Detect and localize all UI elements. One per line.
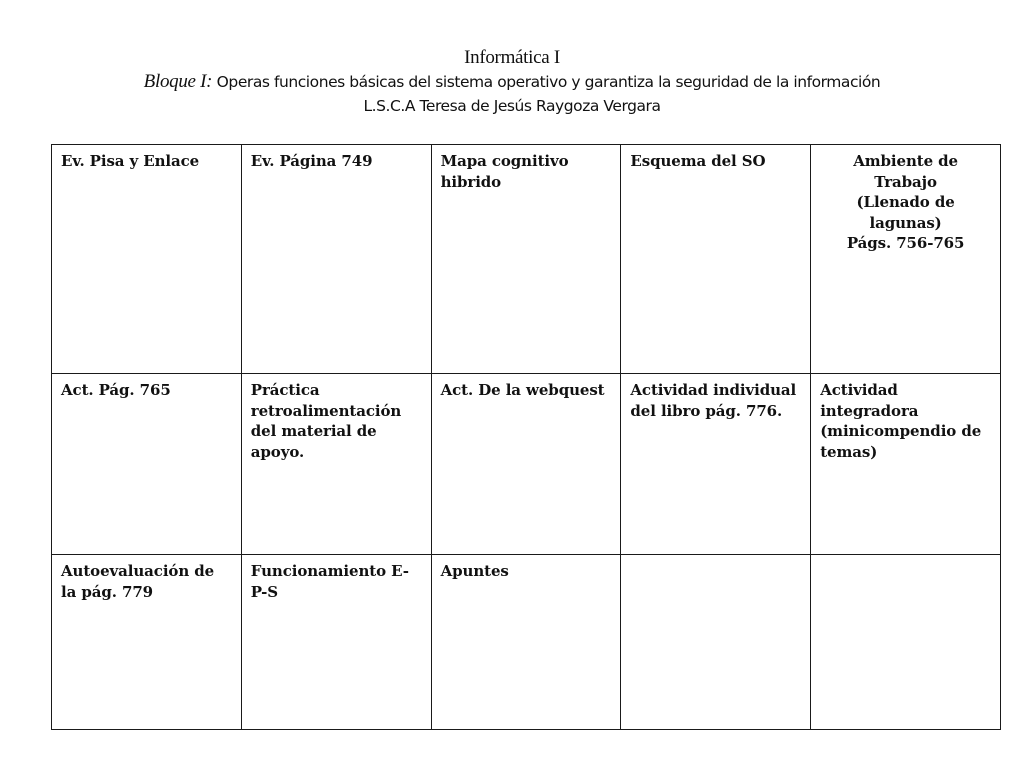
table-cell [52,555,242,730]
block-description: Operas funciones básicas del sistema operativo y garantiza la seguridad de la información [212,73,881,91]
block-heading [0,70,1024,95]
block-label: Bloque I: [143,71,213,92]
activities-table [51,144,1001,730]
cell-text: Práctica retroalimentación del material de apoyo. [250,381,402,461]
table-cell [52,145,242,374]
cell-text: Ambiente de Trabajo (Llenado de lagunas) Págs. 756-765 [846,152,965,252]
table-row [52,145,1001,374]
table-cell [241,145,431,374]
cell-text: Act. De la webquest [440,381,605,399]
table-cell [431,374,621,555]
table-cell [621,374,811,555]
table-cell [241,374,431,555]
document-header [0,46,1024,117]
table-cell [431,555,621,730]
table-cell [811,555,1001,730]
table-cell [811,145,1001,374]
cell-text: Actividad integradora (minicompendio de temas) [820,381,982,461]
cell-text: Ev. Pisa y Enlace [61,152,200,170]
cell-text: Mapa cognitivo hibrido [440,152,569,191]
cell-text: Autoevaluación de la pág. 779 [61,562,215,601]
table-cell [621,145,811,374]
table-cell [52,374,242,555]
table-cell [241,555,431,730]
table-cell [811,374,1001,555]
cell-text: Actividad individual del libro pág. 776. [630,381,797,420]
cell-text: Act. Pág. 765 [61,381,171,399]
cell-text: Ev. Página 749 [250,152,373,170]
cell-text: Funcionamiento E-P-S [250,562,409,601]
table-row [52,374,1001,555]
document-title: Informática I [464,47,560,68]
cell-text: Esquema del SO [630,152,766,170]
table-cell [431,145,621,374]
author-name: L.S.C.A Teresa de Jesús Raygoza Vergara [363,97,661,115]
cell-text: Apuntes [440,562,509,580]
table-row [52,555,1001,730]
table-cell [621,555,811,730]
